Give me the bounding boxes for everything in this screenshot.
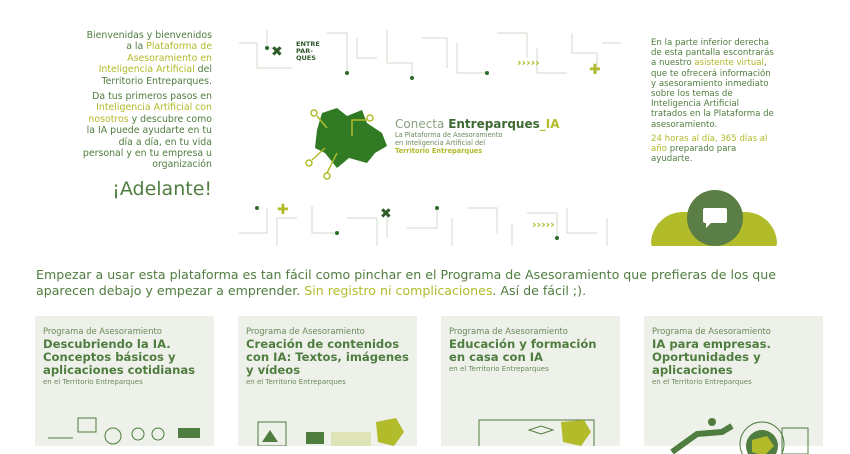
program-kicker: Programa de Asesoramiento [449,326,568,336]
svg-text:›››››: ››››› [532,218,555,231]
assistant-p1-end: , que te ofrecerá información y asesoramiento inmediato sobre los temas de Inteligencia Artificial tratados en la Plataforma de asesoramiento. [651,58,774,130]
cta-heading: ¡Adelante! [112,177,212,200]
program-subtitle: en el Territorio Entreparques [246,378,346,386]
territory-map-icon [315,108,387,168]
banner-title-light: Conecta [395,117,449,131]
intro-text [36,267,826,298]
assistant-p2-end: preparado para ayudarte. [651,144,737,165]
welcome-p2-highlight: Inteligencia Artificial con nosotros [88,102,212,125]
program-subtitle: en el Territorio Entreparques [43,378,143,386]
banner-title-bold: Entreparques [448,117,540,131]
welcome-highlight: Plataforma de Asesoramiento en Inteligencia Artificial [98,41,212,76]
assistant-highlight: asistente virtual [694,58,764,69]
welcome-p2-end: y descubre como la IA puede ayudarte en tu día a día, en tu vida personal y en tu empresa u organización [82,113,212,171]
program-card-educacion[interactable] [441,316,620,446]
program-kicker: Programa de Asesoramiento [43,326,162,336]
program-title: Creación de contenidos con IA: Textos, imágenes y vídeos [246,337,409,377]
banner-heading [395,117,615,155]
program-title: Descubriendo la IA. Conceptos básicos y aplicaciones cotidianas [43,337,196,377]
welcome-p2: Da tus primeros pasos en [92,91,212,103]
program-title: Educación y formación en casa con IA [449,337,597,364]
assistant-info [651,38,777,168]
intro-main: Empezar a usar esta plataforma es tan fácil como pinchar en el Programa de Asesoramiento que prefieras de los que aparecen debajo y empezar a emprender. [36,267,777,298]
program-subtitle: en el Territorio Entreparques [652,378,752,386]
virtual-assistant-button[interactable] [651,190,777,246]
intro-highlight: Sin registro ni complicaciones [304,282,493,298]
hero-banner [237,28,621,246]
program-kicker: Programa de Asesoramiento [246,326,365,336]
welcome-text [80,30,212,201]
svg-text:QUES: QUES [296,54,316,62]
svg-text:✖: ✖ [271,44,283,60]
svg-text:✚: ✚ [589,62,601,78]
program-card-descubriendo[interactable] [35,316,214,446]
people-chat-illustration [43,416,208,446]
media-illustration [246,418,411,446]
program-card-empresas[interactable] [644,316,823,446]
banner-subtitle: La Plataforma de Asesoramiento en Inteligencia Artificial del [395,131,503,147]
program-subtitle: en el Territorio Entreparques [449,365,549,373]
program-kicker: Programa de Asesoramiento [652,326,771,336]
program-card-creacion[interactable] [238,316,417,446]
assistant-hours: 24 horas al día, 365 días al año [651,133,768,155]
entreparques-logo: ENTRE [296,40,320,48]
svg-text:PAR-: PAR- [296,47,313,55]
education-illustration [449,418,614,446]
welcome-p1: Bienvenidas y bienvenidos a la [86,30,212,53]
svg-text:✖: ✖ [380,206,392,222]
svg-text:✚: ✚ [277,202,289,218]
welcome-p1-end: del Territorio Entreparques. [101,64,212,87]
svg-text:›››››: ››››› [517,56,540,69]
intro-end: . Así de fácil ;). [492,282,587,298]
banner-title-suffix: _IA [539,117,560,131]
program-title: IA para empresas. Oportunidades y aplicaciones [652,337,771,377]
banner-territory: Territorio Entreparques [395,147,483,155]
business-illustration [652,414,817,454]
assistant-p1: En la parte inferior derecha de esta pantalla escontrarás a nuestro [651,38,774,69]
chat-bubble-icon[interactable] [687,190,743,246]
